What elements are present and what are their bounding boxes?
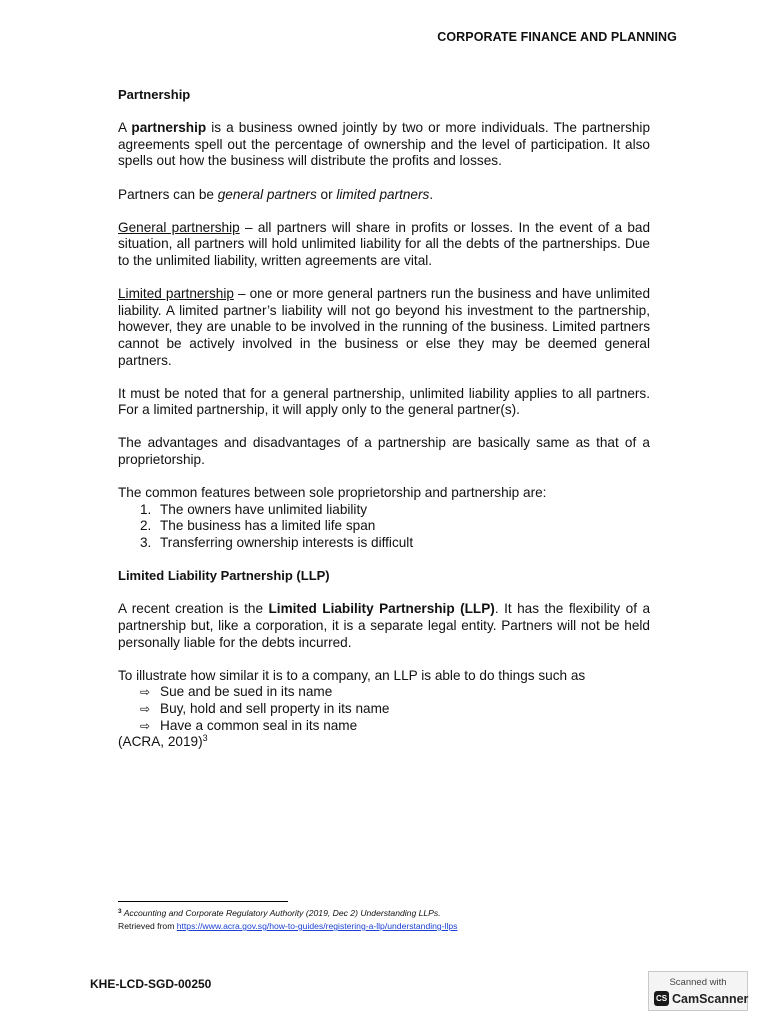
citation: (ACRA, 2019)$^3$ [118,733,208,750]
right-arrow-icon: ⇨ [140,685,151,700]
features-intro: The common features between sole proprietorship and partnership are: [118,485,547,501]
footnote-ref[interactable]: 3 [202,733,208,744]
limited-partners-term: limited partners [336,186,430,202]
partnership-heading: Partnership [118,87,191,102]
list-item: 2. The business has a limited life span [140,518,376,534]
general-partnership-term: General partnership [118,219,240,235]
llp-abilities-list [118,684,650,734]
camscanner-brand: CamScanner [672,991,749,1006]
footnote: $^3$ Accounting and Corporate Regulatory Authority (2019, Dec 2) Understanding LLPs. Retrieved from https://www.acra.gov.sg/how-to-guides/registering-a-llp/understanding-llps [118,908,458,931]
list-item: ⇨ Have a common seal in its name [140,717,358,733]
main-content [118,87,650,751]
footnote-divider [118,901,288,902]
llp-heading: Limited Liability Partnership (LLP) [118,568,330,584]
camscanner-logo-icon: CS [654,991,669,1006]
general-partners-term: general partners [217,186,317,202]
list-item: 3. Transferring ownership interests is difficult [140,535,414,551]
acra-link[interactable]: https://www.acra.gov.sg/how-to-guides/registering-a-llp/understanding-llps [176,921,458,931]
list-item: ⇨ Sue and be sued in its name [140,684,333,700]
right-arrow-icon: ⇨ [140,701,151,716]
partnership-term: partnership [131,120,207,136]
llp-illustrate: To illustrate how similar it is to a company, an LLP is able to do things such as [118,667,586,683]
list-item: ⇨ Buy, hold and sell property in its name [140,700,390,716]
scanned-with-label: Scanned with [669,977,727,988]
general-partnership-paragraph: General partnership – all partners will share in profits or losses. In the event of a bad situation, all partners will hold unlimited liability for all the debts of the partnerships. Due to the unlimited liability, written agreements are vital. [118,219,650,268]
llp-intro: A recent creation is the Limited Liability Partnership (LLP). It has the flexibility of a partnership but, like a corporation, it is a separate legal entity. Partners will not be held personally liable for the debts incurred. [118,601,651,650]
page-header-title: CORPORATE FINANCE AND PLANNING [437,30,677,44]
advantages-paragraph: The advantages and disadvantages of a partnership are basically same as that of a proprietorship. [118,435,650,468]
limited-partnership-paragraph: Limited partnership – one or more general partners run the business and have unlimited liability. A limited partner’s liability will not go beyond his investment to the partnership, however, they are unable to be involved in the running of the business. Limited partners cannot be actively involved in the business or else they may be deemed general partners. [118,286,651,368]
llp-term: Limited Liability Partnership (LLP) [268,601,495,617]
list-item: 1. The owners have unlimited liability [140,501,368,517]
right-arrow-icon: ⇨ [140,718,151,733]
partner-types: Partners can be general partners or limited partners. [118,186,434,202]
features-list [118,502,650,552]
liability-note: It must be noted that for a general partnership, unlimited liability applies to all partners. For a limited partnership, it will apply only to the general partner(s). [118,385,650,418]
camscanner-badge [648,971,748,1011]
document-code: KHE-LCD-SGD-00250 [90,977,212,991]
partnership-intro: A partnership is a business owned jointly by two or more individuals. The partnership agreements spell out the percentage of ownership and the level of participation. It also spells out how the business will distribute the profits and losses. [118,120,651,169]
limited-partnership-term: Limited partnership [118,286,234,302]
